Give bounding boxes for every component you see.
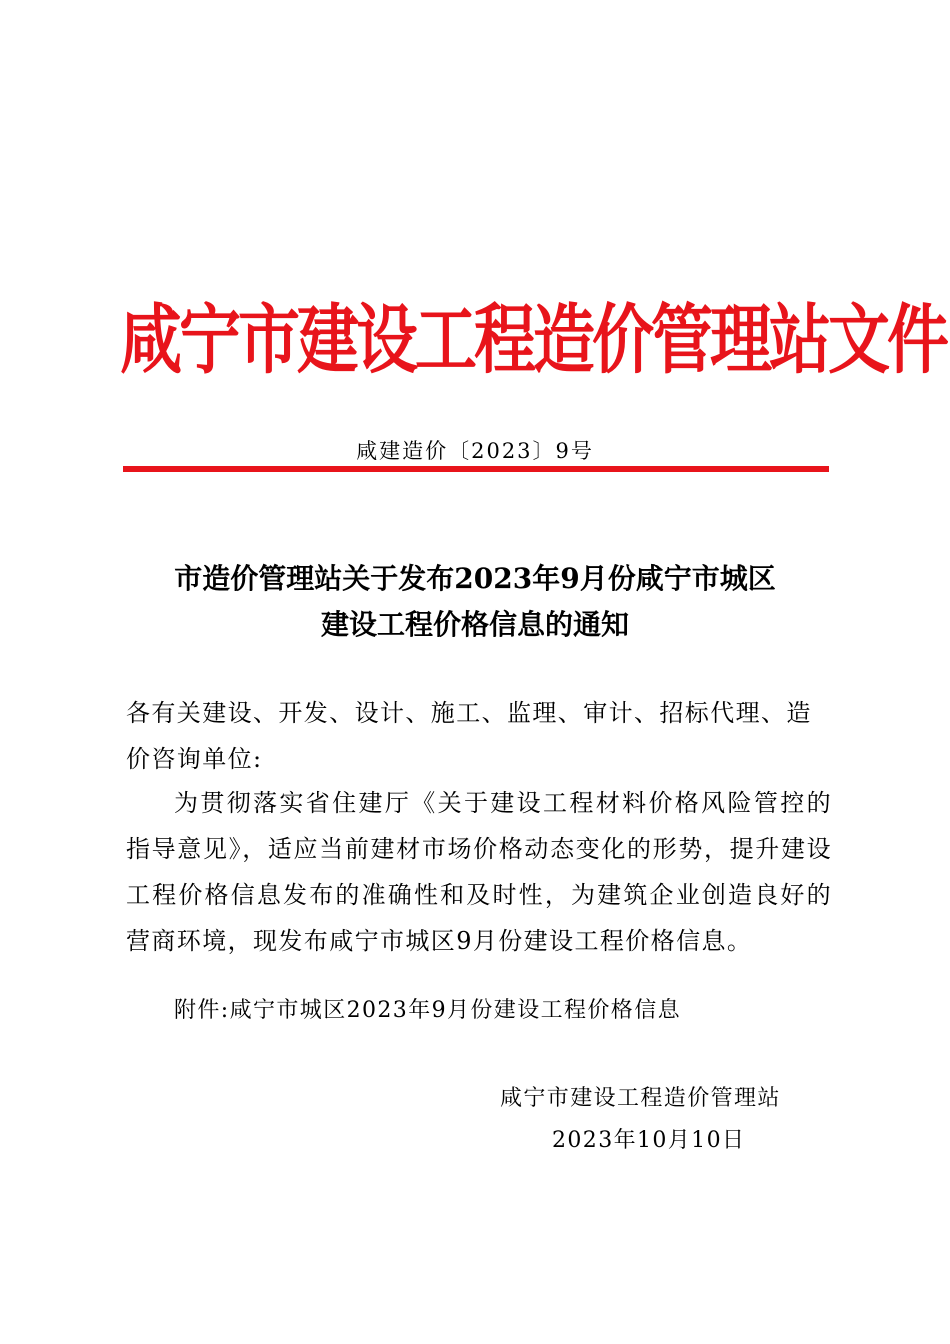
attachment-line: 附件:咸宁市城区2023年9月份建设工程价格信息 xyxy=(174,998,681,1023)
document-number: 咸建造价〔2023〕9号 xyxy=(356,439,594,463)
notice-title-line-2: 建设工程价格信息的通知 xyxy=(320,608,629,641)
body-paragraph: 为贯彻落实省住建厅《关于建设工程材料价格风险管控的指导意见》，适应当前建材市场价格动态变化的形势，提升建设工程价格信息发布的准确性和及时性，为建筑企业创造良好的营商环境，现发布咸宁市城区9月份建设工程价格信息。 xyxy=(126,789,832,955)
notice-title xyxy=(100,556,850,648)
signature-date: 2023年10月10日 xyxy=(552,1128,746,1153)
salutation-text: 各有关建设、开发、设计、施工、监理、审计、招标代理、造价咨询单位: xyxy=(126,699,812,773)
signature-organization: 咸宁市建设工程造价管理站 xyxy=(500,1086,781,1111)
document-masthead: 咸宁市建设工程造价管理站文件 xyxy=(120,295,947,385)
masthead-divider-rule xyxy=(123,466,829,472)
notice-title-line-1: 市造价管理站关于发布2023年9月份咸宁市城区 xyxy=(174,562,776,595)
